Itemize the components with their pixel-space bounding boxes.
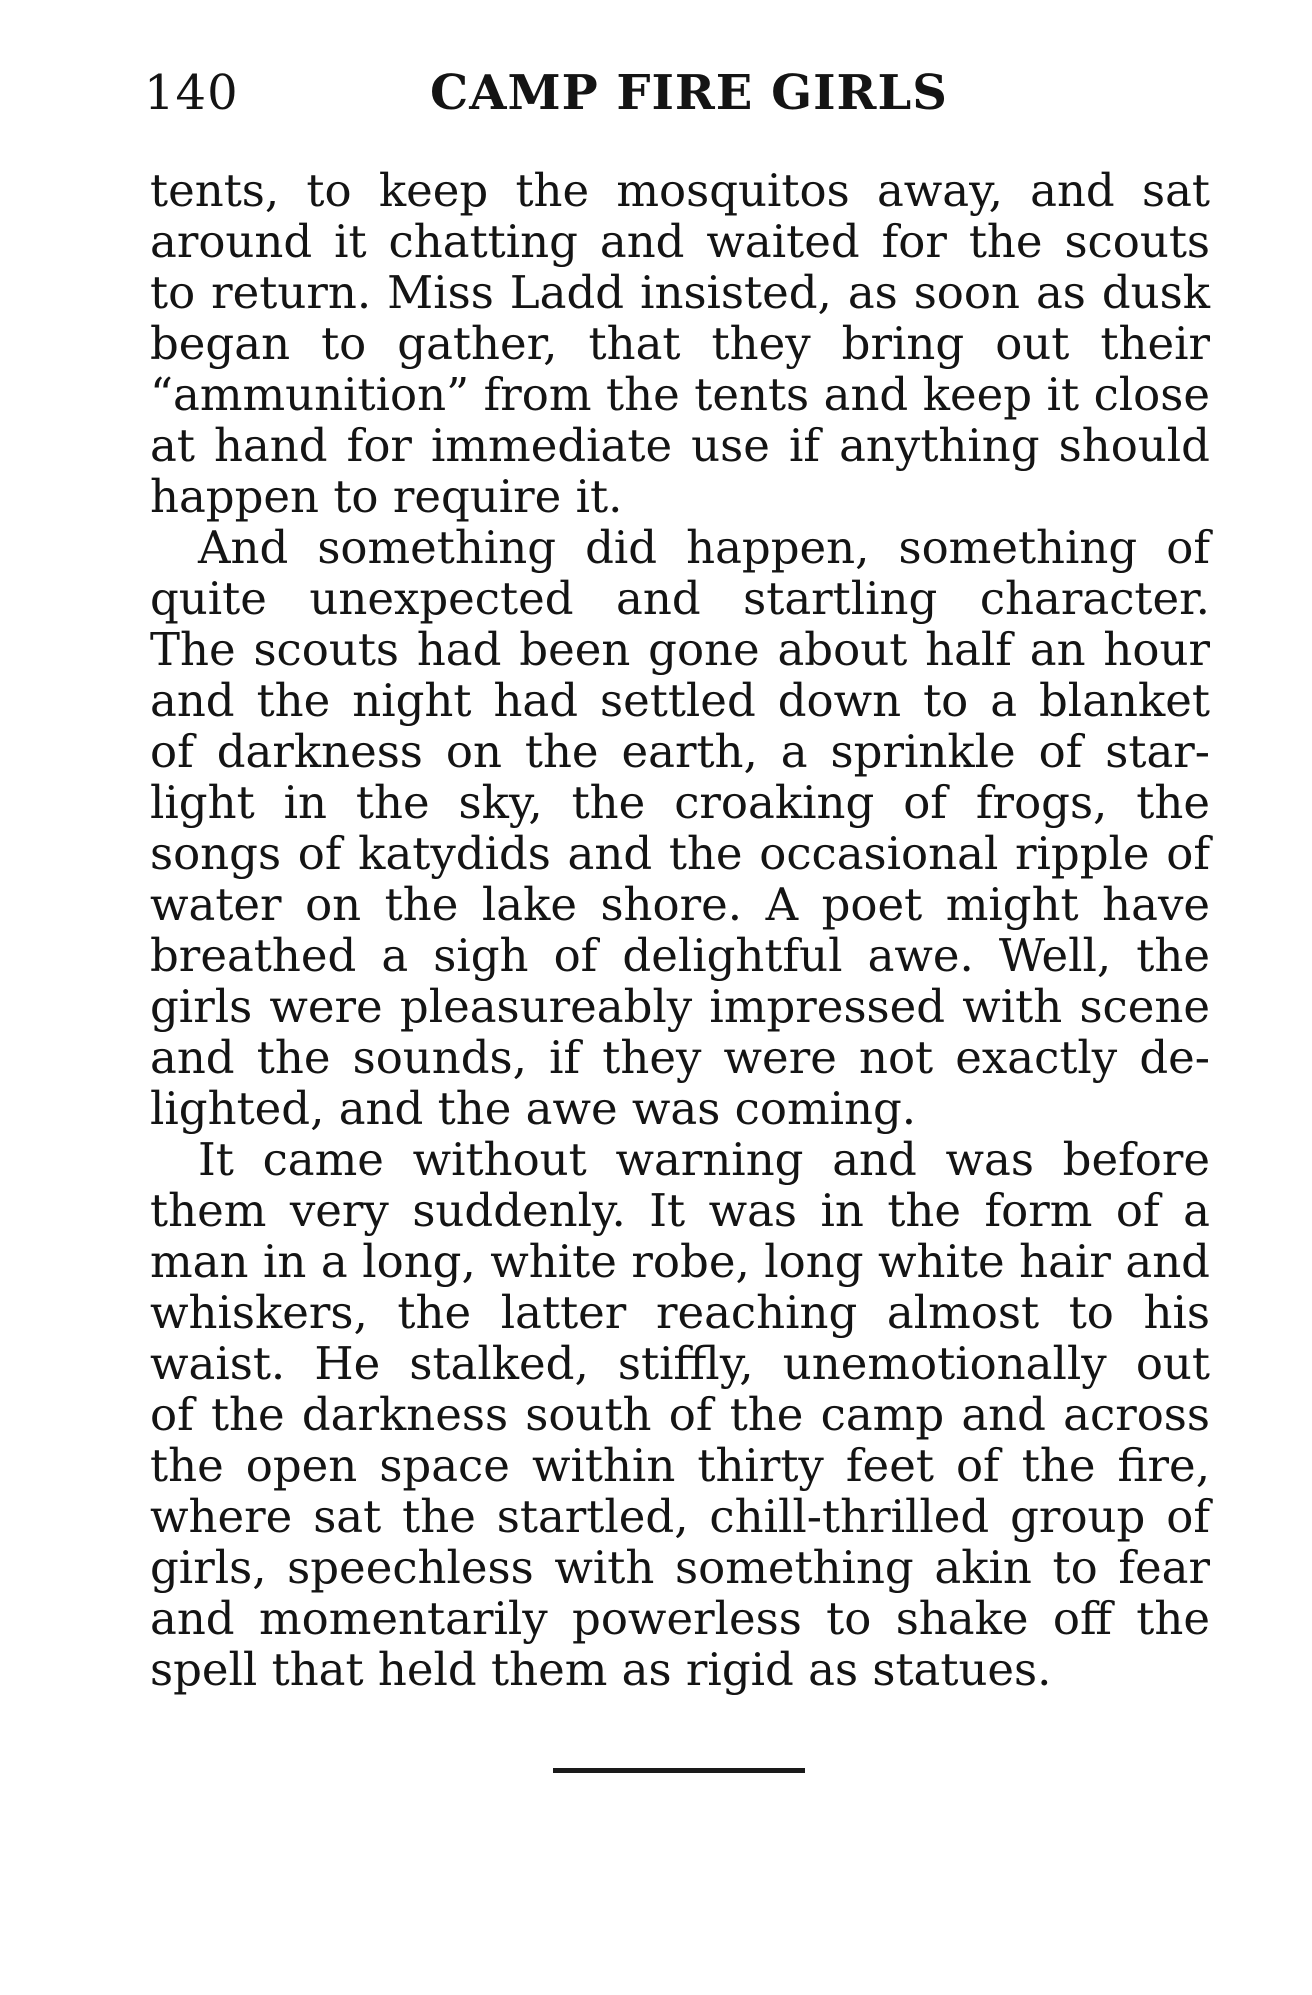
text-line: began to gather, that they bring out their xyxy=(150,317,1210,370)
text-line: tents, to keep the mosquitos away, and sat xyxy=(150,164,1210,217)
text-line: to return. Miss Ladd insisted, as soon as dusk xyxy=(150,266,1210,319)
text-line: “ammunition” from the tents and keep it close xyxy=(150,368,1210,421)
text-line: the open space within thirty feet of the fire, xyxy=(150,1439,1210,1492)
text-line: at hand for immediate use if anything should xyxy=(150,419,1210,472)
text-line: happen to require it. xyxy=(150,470,623,523)
text-line: of the darkness south of the camp and across xyxy=(150,1388,1210,1441)
text-line: girls were pleasureably impressed with scene xyxy=(150,980,1210,1033)
text-line: waist. He stalked, stiffly, unemotionally out xyxy=(150,1337,1210,1390)
text-line: The scouts had been gone about half an hour xyxy=(150,623,1210,676)
text-line: of darkness on the earth, a sprinkle of star- xyxy=(150,725,1210,778)
text-line: them very suddenly. It was in the form of a xyxy=(150,1184,1210,1237)
text-line: and the night had settled down to a blanket xyxy=(150,674,1210,727)
text-line: light in the sky, the croaking of frogs, the xyxy=(150,776,1210,829)
text-line: girls, speechless with something akin to fear xyxy=(150,1541,1210,1594)
body-text xyxy=(150,165,1210,1695)
page-number: 140 xyxy=(144,65,239,121)
text-line: breathed a sigh of delightful awe. Well, the xyxy=(150,929,1210,982)
text-line: man in a long, white robe, long white hair and xyxy=(150,1235,1210,1288)
page-header xyxy=(140,58,1220,128)
text-line: And something did happen, something of xyxy=(198,521,1210,574)
text-line: spell that held them as rigid as statues. xyxy=(150,1643,1052,1696)
text-line: quite unexpected and startling character. xyxy=(150,572,1210,625)
text-line: lighted, and the awe was coming. xyxy=(150,1082,917,1135)
text-line: and the sounds, if they were not exactly de- xyxy=(150,1031,1210,1084)
text-line: around it chatting and waited for the scouts xyxy=(150,215,1210,268)
paragraph xyxy=(150,165,1210,522)
text-line: whiskers, the latter reaching almost to his xyxy=(150,1286,1210,1339)
section-end-rule xyxy=(553,1768,805,1773)
text-line: and momentarily powerless to shake off the xyxy=(150,1592,1210,1645)
running-title: CAMP FIRE GIRLS xyxy=(430,65,948,121)
paragraph xyxy=(150,522,1210,1134)
text-line: water on the lake shore. A poet might have xyxy=(150,878,1210,931)
text-line: where sat the startled, chill-thrilled group of xyxy=(150,1490,1210,1543)
paragraph xyxy=(150,1134,1210,1695)
text-line: songs of katydids and the occasional ripple of xyxy=(150,827,1210,880)
text-line: It came without warning and was before xyxy=(198,1133,1210,1186)
